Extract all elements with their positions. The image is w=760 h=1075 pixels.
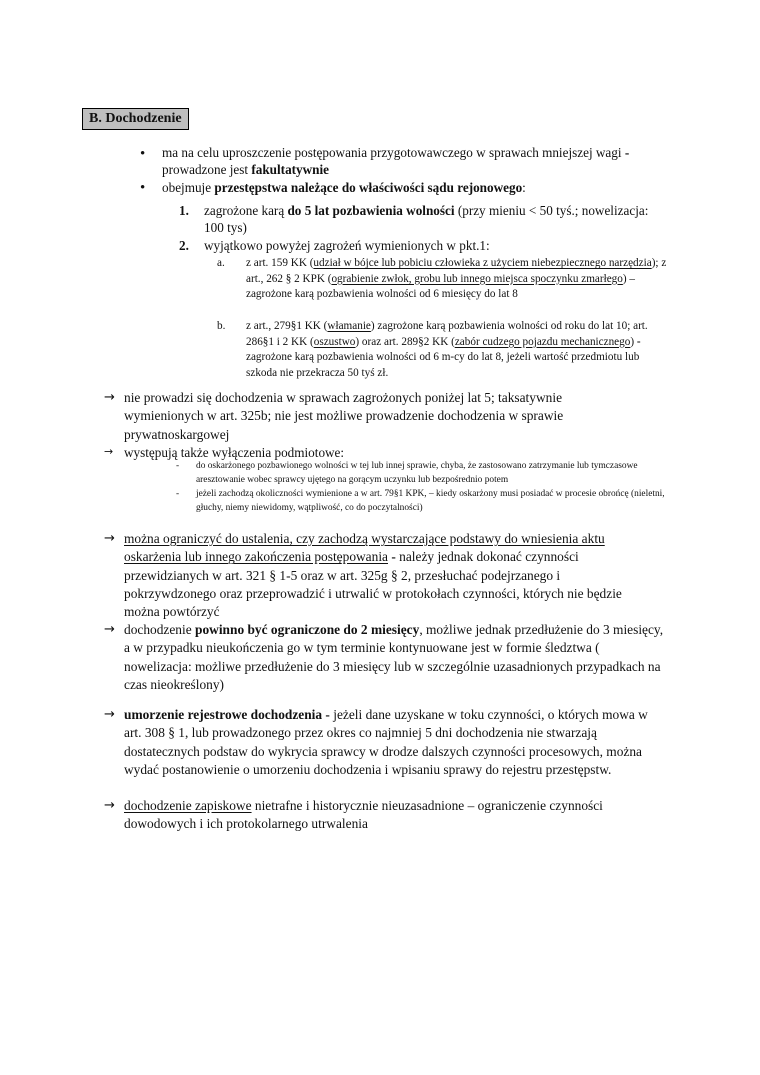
lettered-item: z art. 159 KK (udział w bójce lub pobiciu człowieka z użyciem niebezpiecznego narzędzia); z art., 262 § 2 KPK (ograbienie zwłok, grobu lub innego miejsca spoczynku zmarłego) – zagrożone karą pozbawienia wolności od 6 miesięcy do lat 8 [246, 257, 667, 300]
arrow-item: można ograniczyć do ustalenia, czy zachodzą wystarczające podstawy do wniesienia aktu oskarżenia lub innego zakończenia postępowania - należy jednak dokonać czynności przewidzianych w art. 321 § 1-5 oraz w art. 325g § 2, przesłuchać podejrzanego i pokrzywdzonego oraz przeprowadzić i utrwalić w protokołach czynności, których nie będzie można powtórzyć [124, 531, 622, 620]
dash-item: jeżeli zachodzą okoliczności wymienione a w art. 79§1 KPK, – kiedy oskarżony musi posiadać w procesie obrońcę (nieletni, głuchy, niemy niewidomy, wątpliwość, co do poczytalności) [196, 489, 665, 513]
arrow-item: umorzenie rejestrowe dochodzenia - jeżeli dane uzyskane w toku czynności, o których mowa w art. 308 § 1, lub prowadzonego przez okres co najmniej 5 dni dochodzenia nie stwarzają dostatecznych podstaw do wykrycia sprawcy w drodze dalszych czynności procesowych, można wydać postanowienie o umorzeniu dochodzenia i wpisaniu sprawy do rejestru przestępstw. [124, 707, 648, 777]
dash-mark: - [176, 461, 180, 471]
arrow-item: dochodzenie powinno być ograniczone do 2 miesięcy, możliwe jednak przedłużenie do 3 miesięcy, a w przypadku nieukończenia go w tym terminie kontynuowane jest w formie śledztwa ( nowelizacja: możliwe przedłużenie do 3 miesięcy lub w szczególnie uzasadnionych przypadkach na czas nieokreślony) [124, 622, 664, 692]
arrow-icon: → [104, 622, 115, 637]
arrow-icon: → [104, 390, 115, 405]
numbered-item: wyjątkowo powyżej zagrożeń wymienionych w pkt.1: [204, 238, 490, 253]
list-number: 1. [179, 203, 189, 218]
dash-item: do oskarżonego pozbawionego wolności w tej lub innej sprawie, chyba, że zastosowano zatrzymanie lub tymczasowe aresztowanie wobec sprawcy ujętego na gorącym uczynku lub bezpośrednio potem [196, 461, 638, 485]
list-letter: b. [217, 320, 226, 332]
arrow-item: występują także wyłączenia podmiotowe: [124, 445, 345, 460]
arrow-icon: → [104, 531, 115, 546]
bullet-icon: • [140, 180, 146, 196]
bullet-item: obejmuje przestępstwa należące do właściwości sądu rejonowego: [162, 180, 526, 195]
bullet-icon: • [140, 146, 146, 162]
lettered-item: z art., 279§1 KK (włamanie) zagrożone karą pozbawienia wolności od roku do lat 10; art. 286§1 i 2 KK (oszustwo) oraz art. 289§2 KK (zabór cudzego pojazdu mechanicznego) - zagrożone karą pozbawienia wolności od 6 m-cy do lat 8, jeżeli wartość przedmiotu lub szkoda nie przekracza 50 tyś zł. [246, 320, 648, 379]
arrow-item: dochodzenie zapiskowe nietrafne i historycznie nieuzasadnione – ograniczenie czynności dowodowych i ich protokolarnego utrwalenia [124, 798, 603, 832]
list-letter: a. [217, 257, 225, 269]
dash-mark: - [176, 489, 180, 499]
numbered-item: zagrożone karą do 5 lat pozbawienia wolności (przy mieniu < 50 tyś.; nowelizacja: 100 tys) [204, 203, 649, 235]
arrow-icon: → [104, 445, 114, 458]
bullet-item: ma na celu uproszczenie postępowania przygotowawczego w sprawach mniejszej wagi - prowadzone jest fakultatywnie [162, 145, 630, 177]
arrow-icon: → [104, 707, 115, 722]
section-heading: B. Dochodzenie [82, 108, 189, 130]
arrow-item: nie prowadzi się dochodzenia w sprawach zagrożonych poniżej lat 5; taksatywnie wymienionych w art. 325b; nie jest możliwe prowadzenie dochodzenia w sprawie prywatnoskargowej [124, 390, 564, 442]
arrow-icon: → [104, 798, 115, 813]
list-number: 2. [179, 238, 189, 253]
